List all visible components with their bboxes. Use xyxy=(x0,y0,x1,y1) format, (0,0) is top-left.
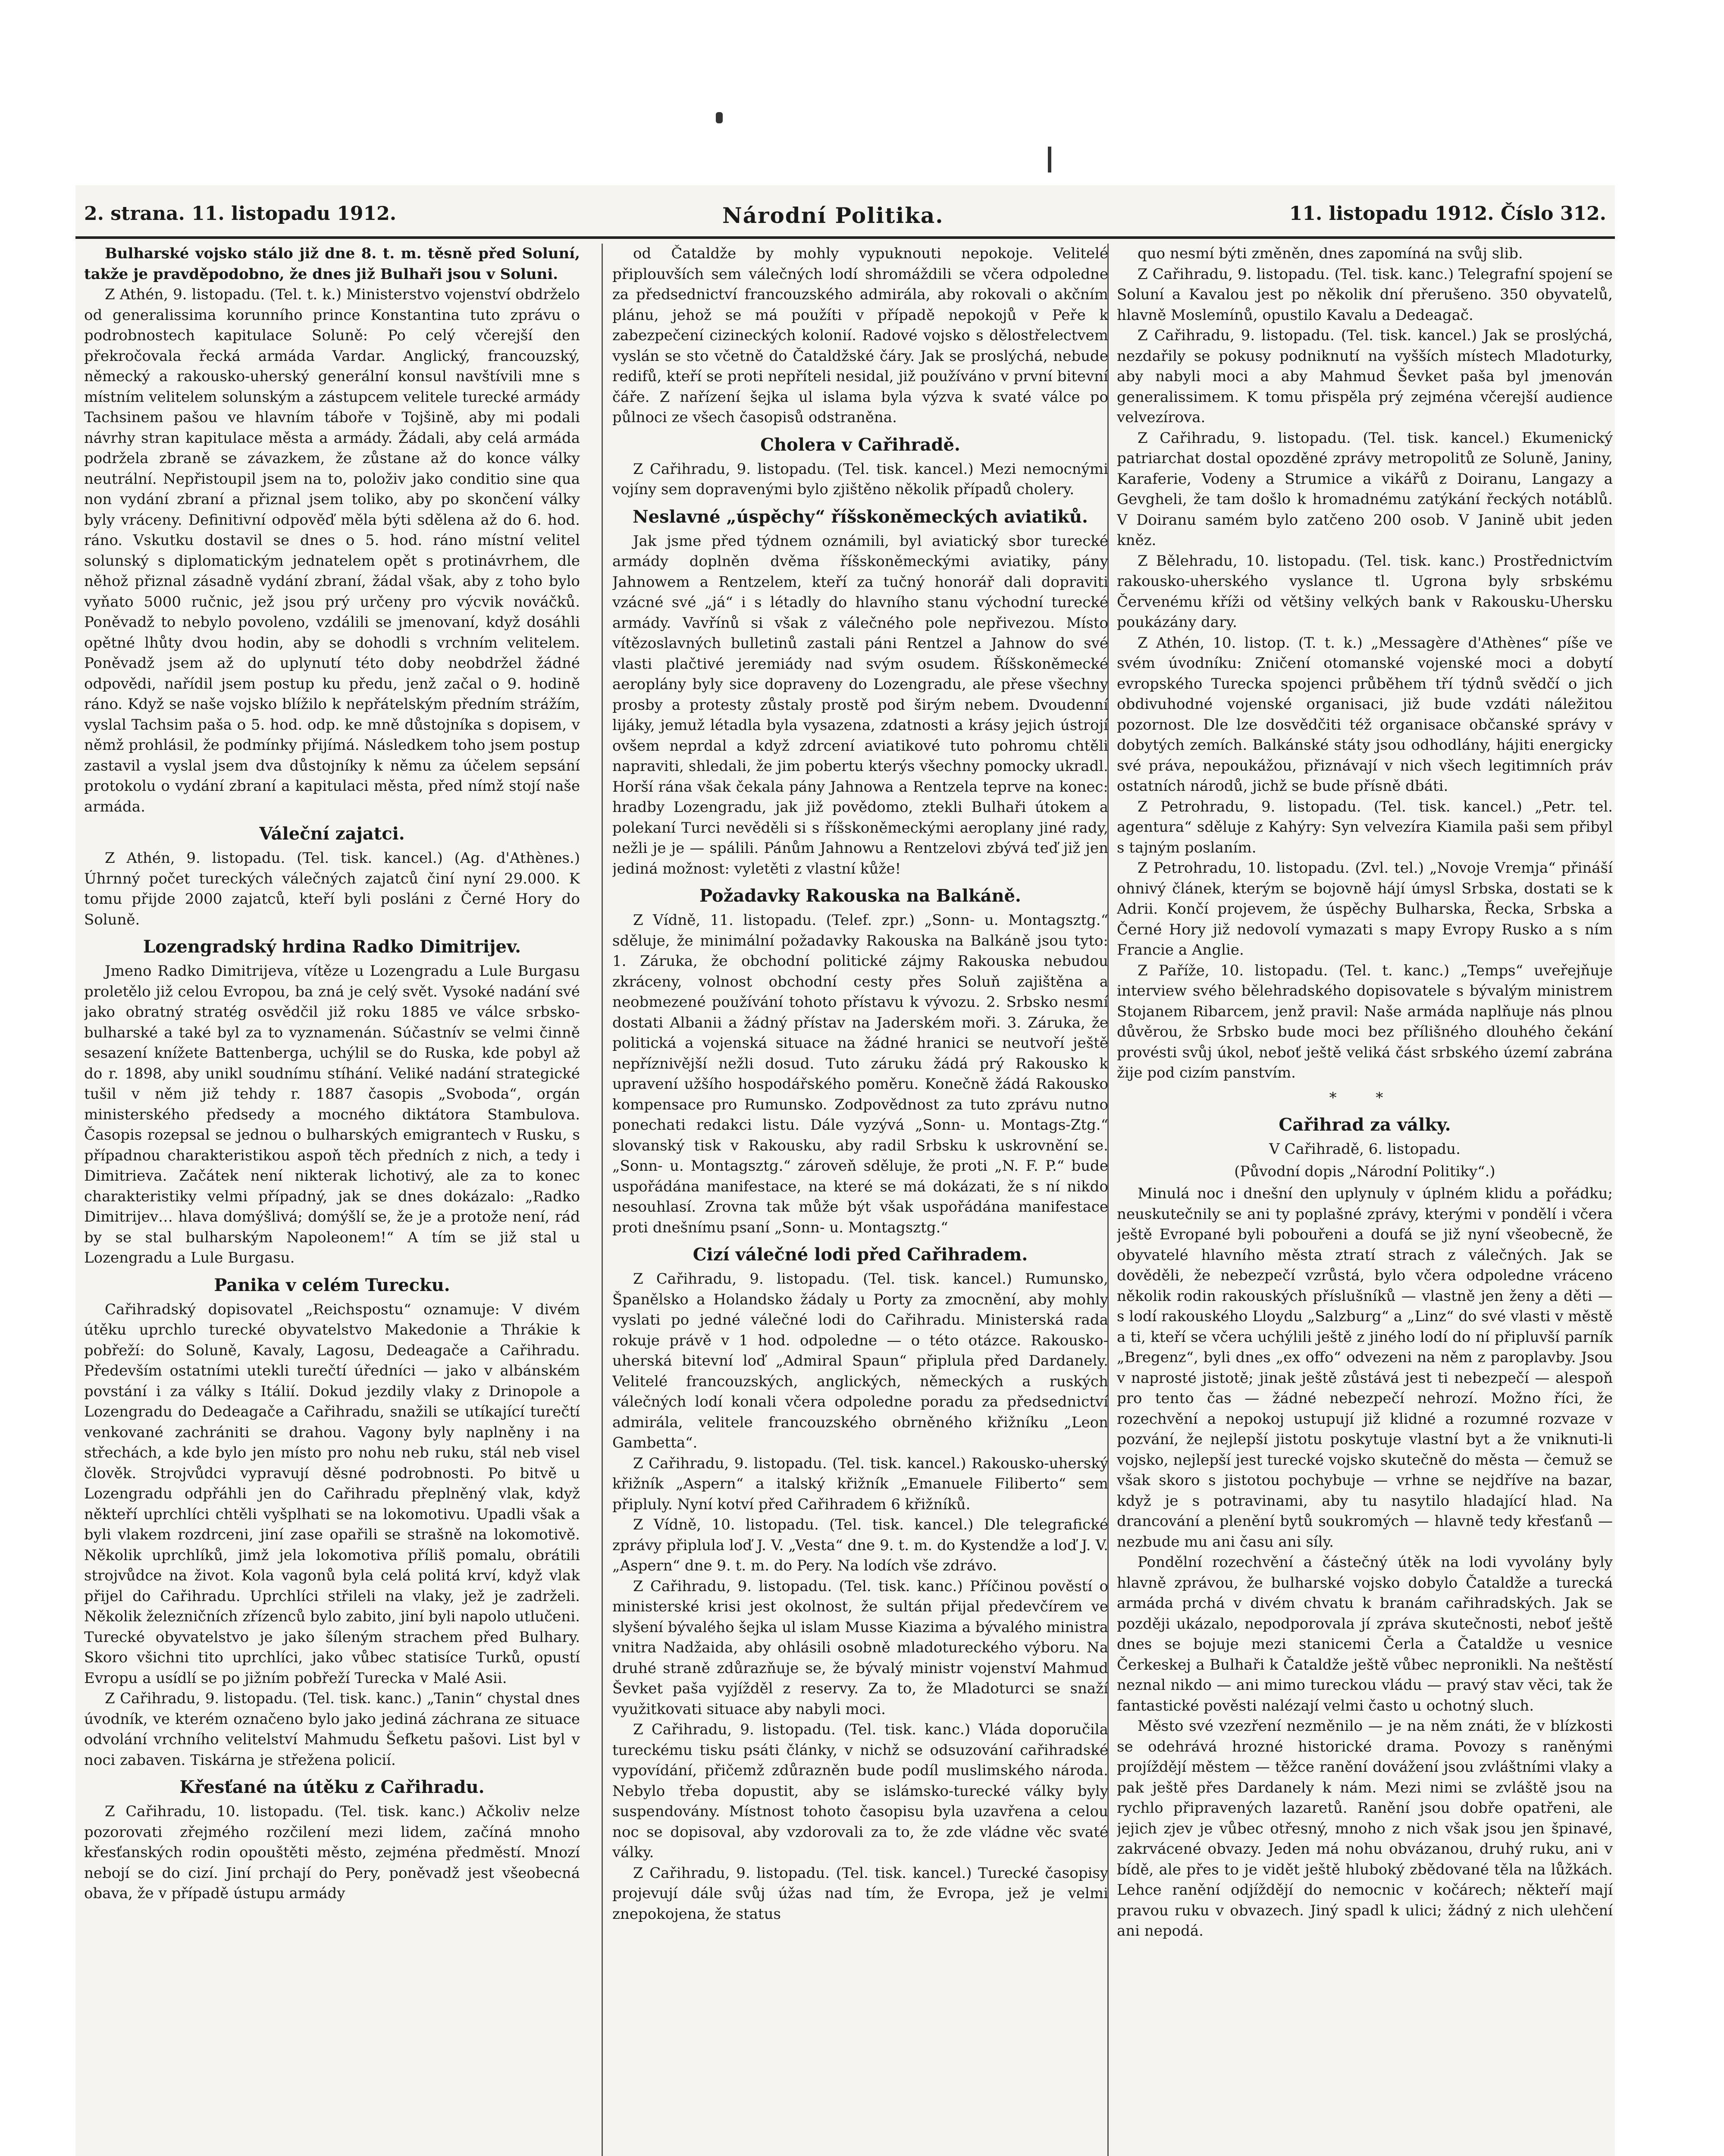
masthead-title: Národní Politika. xyxy=(722,203,944,228)
article-heading: Cholera v Cařihradě. xyxy=(760,434,960,455)
article-paragraph: Z Cařihradu, 9. listopadu. (Tel. tisk. kancel.) Ekumenický patriarchat dostal opozděné zprávy metropolitů ze Soluně, Janiny, Karaferie, Vodeny a Strumice a vikářů z Doiranu, Langazy a Gevgheli, že tam došlo k hromadnému zatýkání řeckých notáblů. V Doiranu samém bylo zatčeno 200 osob. V Janině ubit jeden kněz. xyxy=(1117,429,1613,549)
article-paragraph: Jak jsme před týdnem oznámili, byl aviatický sbor turecké armády doplněn dvěma říšskoněmeckými aviatiky, pány Jahnowem a Rentzelem, kteří za tučný honorář dali dopraviti vzácné své „já“ i s létadly do hlavního stanu východní turecké armády. Vavřínů si však z válečného pole nepřivezou. Místo vítězoslavných bulletinů zastali páni Rentzel a Jahnow do své vlasti plačtivé jeremiády nad svým osudem. Říšskoněmecké aeroplány byly sice dopraveny do Lozengradu, ale přese všechny prosby a protesty zůstaly prostě pod širým nebem. Dvoudenní lijáky, jemuž létadla byla vysazena, zdatnosti a krásy jejich ústrojí ovšem neprdal a když zdrcení aviatikové tuto pohromu chtěli napraviti, shledali, že jim pobertu kterýs všechny pomocky ukradl. Horší rána však čekala pány Jahnowa a Rentzela teprve na konec: hradby Lozengradu, jak již povědomo, ztekli Bulhaři útokem a polekaní Turci nevěděli si s říšskoněmeckými aeroplany jiné rady, nežli je je — spálili. Pánům Jahnowu a Rentzelovi zbývá teď již jen jediná možnost: vyletěti z vlastní kůže! xyxy=(612,532,1108,877)
article-paragraph: Minulá noc i dnešní den uplynuly v úplném klidu a pořádku; neuskutečnily se ani ty poplašné zprávy, kterými v pondělí i včera ještě Evropané byli pobouřeni a doufá se již nyní všeobecně, že obyvatelé hlavního města ztratí strach z válečných. Jak se dověděli, že nebezpečí vzrůstá, bylo včera odpoledne vráceno několik rodin rakouských příslušníků — vlastně jen ženy a děti — s lodí rakouského Lloydu „Salzburg“ a „Linz“ do své vlasti v městě a ti, kteří se včera uchýlili ještě z jiného lodí do ní připluvší parník „Bregenz“, byli dnes „ex offo“ odvezeni na něm z paroplavby. Jsou v naprosté jistotě; jinak ještě zůstává jest ti nebezpečí — alespoň pro tento čas — žádné nebezpečí nehrozí. Možno říci, že rozechvění a nepokoj ustupují již klidné a rozumné rozvaze v pozvání, že nejlepší jistotu poskytuje vlastní byt a že vniknuti-li vojsko, nejlepší jest turecké vojsko skutečně do města — čemuž se však skoro s jistotou pochybuje — vrhne se nejdříve na bazar, když je s potravinami, aby tu nasytilo hladající hlad. Na drancování a plenění bytů soukromých — hlavně tedy křesťanů — nezbude mu ani času ani síly. xyxy=(1117,1185,1613,1551)
article-paragraph: quo nesmí býti změněn, dnes zapomíná na svůj slib. xyxy=(1138,245,1523,262)
article-paragraph: Z Cařihradu, 10. listopadu. (Tel. tisk. kanc.) Ačkoliv nelze pozorovati zřejmého rozčilení mezi lidem, začíná mnoho křesťanských rodin opouštěti město, zejména předměstí. Mnozí nebojí se do cizí. Jiní prchají do Pery, poněvadž jest všeobecná obava, že v případě ústupu armády xyxy=(84,1803,580,1902)
article-heading: Váleční zajatci. xyxy=(259,824,405,844)
article-paragraph: Z Athén, 9. listopadu. (Tel. tisk. kancel.) (Ag. d'Athènes.) Úhrnný počet tureckých válečných zajatců činí nyní 29.000. K tomu přijde 2000 zajatců, kteří byli posláni z Černé Hory do Soluně. xyxy=(84,849,580,928)
article-paragraph: Z Cařihradu, 9. listopadu. (Tel. tisk. kancel.) Mezi nemocnými vojíny sem dopravenými bylo zjištěno několik případů cholery. xyxy=(612,460,1108,498)
masthead-right: 11. listopadu 1912. Číslo 312. xyxy=(1289,203,1606,225)
article-paragraph: Pondělní rozechvění a částečný útěk na lodi vyvolány byly hlavně zprávou, že bulharské vojsko dobylo Čataldže a turecká armáda prchá v divém chvatu k branám cařihradských. Jak se později ukázalo, nepodporovala jí zpráva skutečnosti, neboť ještě dnes se bojuje mezi stanicemi Čerla a Čataldže u vesnice Čerkeskej a Bulhaři k Čataldže ještě vůbec nepronikli. Na neštěstí neznal nikdo — ani mimo tureckou vládu — pravý stav věci, tak že fantastické pověsti nalézají velmi často u ochotný sluch. xyxy=(1117,1554,1613,1714)
article-dateline: V Cařihradě, 6. listopadu. xyxy=(1269,1141,1461,1158)
article-heading: Cařihrad za války. xyxy=(1279,1115,1451,1135)
article-paragraph: Z Athén, 9. listopadu. (Tel. t. k.) Ministerstvo vojenství obdrželo od generalissima korunního prince Konstantina tuto zprávu o podrobnostech kapitulace Soluně: Po celý včerejší den překročovala řecká armáda Vardar. Anglický, francouzský, německý a rakousko-uherský generální konsul navštívili mne s místním velitelem solunským a zástupcem velitele turecké armády Tachsinem pašou ve hlavním táboře v Tojšině, aby mi podali návrhy stran kapitulace města a armády. Žádali, aby celá armáda podržela zbraně se závazkem, že zůstane až do konce války neutrální. Nepřistoupil jsem na to, položiv jako conditio sine qua non vydání zbraní a přiznal jsem toliko, aby po skončení války byly vráceny. Definitivní odpověď měla býti sdělena až do 6. hod. ráno. Vskutku dostavil se dnes o 5. hod. ráno místní velitel solunský s diplomatickým jednatelem opět s protinávrhem, dle něhož přiznal zásadně vydání zbraní, žádal však, aby z toho bylo vyňato 5000 ručnic, jež jsou prý určeny pro výcvik nováčků. Poněvadž to nebylo povoleno, vzdálili se jmenovaní, když dosáhli opětné lhůty dvou hodin, aby se dohodli s vrchním velitelem. Poněvadž jsem až do uplynutí této doby neobdržel žádné odpovědi, nařídil jsem postup ku předu, jenž začal o 9. hodině ráno. Když se naše vojsko blížilo k nepřátelským předním strážím, vyslal Tachsim paša o 5. hod. odp. ke mně důstojníka s dopisem, v němž prohlásil, že podmínky přijímá. Následkem toho jsem postup zastavil a vyslal jsem dva důstojníky k němu za účelem sepsání protokolu o vydání zbraní a kapitulaci města, před nímž stojí naše armáda. xyxy=(84,286,580,815)
article-heading: Požadavky Rakouska na Balkáně. xyxy=(699,886,1021,906)
article-paragraph: Bulharské vojsko stálo již dne 8. t. m. těsně před Soluní, takže je pravděpodobno, že dnes již Bulhaři jsou v Soluni. xyxy=(84,245,580,283)
article-heading: Křesťané na útěku z Cařihradu. xyxy=(179,1777,485,1797)
article-paragraph: Z Paříže, 10. listopadu. (Tel. t. kanc.) „Temps“ uveřejňuje interview svého bělehradského dopisovatele s bývalým ministrem Stojanem Ribarcem, jenž pravil: Naše armáda naplňuje nás plnou důvěrou, že Srbsko bude moci bez přílišného dlouhého čekání provésti svůj úkol, neboť ještě veliká část srbského území zabrána žije pod cizím panstvím. xyxy=(1117,962,1613,1081)
article-byline: (Původní dopis „Národní Politiky“.) xyxy=(1234,1163,1495,1180)
article-paragraph: Z Cařihradu, 9. listopadu. (Tel. tisk. kanc.) „Tanin“ chystal dnes úvodník, ve kterém označeno bylo jako jediná záchrana ze situace odvolání vrchního velitelství Mahmudu Šefketu pašovi. List byl v noci zabaven. Tiskárna je střežena policií. xyxy=(84,1690,580,1769)
article-paragraph: Z Cařihradu, 9. listopadu. (Tel. tisk. kanc.) Vláda doporučila tureckému tisku psáti články, v nichž se odsuzování cařihradské vypovídání, přičemž zdůrazněn bude podíl muslimského národa. Nebylo třeba dopustit, aby se islámsko-turecké války byly suspendovány. Místnost tohoto časopisu byla uzavřena a celou noc se dopisoval, aby vzdorovali za to, že zde vládne věc svaté války. xyxy=(612,1721,1108,1861)
article-paragraph: Z Cařihradu, 9. listopadu. (Tel. tisk. kancel.) Jak se proslýchá, nezdařily se pokusy podniknutí na vyšších místech Mladoturky, aby nabyli moci a aby Mahmud Ševket paša byl jmenován generalissimem. K tomu přispěla prý zejména včerejší audience velvezírova. xyxy=(1117,327,1613,426)
article-heading: Lozengradský hrdina Radko Dimitrijev. xyxy=(143,937,521,957)
article-paragraph: Z Petrohradu, 9. listopadu. (Tel. tisk. kancel.) „Petr. tel. agentura“ sděluje z Kahýry: Syn velvezíra Kiamila paši sem přibyl s tajným poslaním. xyxy=(1117,798,1613,856)
article-paragraph: Z Vídně, 10. listopadu. (Tel. tisk. kancel.) Dle telegrafické zprávy připlula loď J. V. „Vesta“ dne 9. t. m. do Kystendže a loď J. V. „Aspern“ dne 9. t. m. do Pery. Na lodích vše zdrávo. xyxy=(612,1516,1108,1574)
article-paragraph: Z Cařihradu, 9. listopadu. (Tel. tisk. kanc.) Příčinou pověstí o ministerské krisi jest okolnost, že sultán přijal předevčírem ve slyšení bývalého šejka ul islam Musse Kiazima a bývalého ministra vnitra Nadžaida, aby ohlásili osobně mladotureckého výboru. Na druhé straně zdůrazňuje se, že bývalý ministr vojenství Mahmud Ševket paša vyjížděl z reservy. Za to, že Mladoturci se snaží využitkovati situace aby nabyli moci. xyxy=(612,1577,1108,1718)
article-paragraph: od Čataldže by mohly vypuknouti nepokoje. Velitelé připlouvších sem válečných lodí shromáždili se včera odpoledne za předsednictví francouzského admirála, aby rokovali o akčním plánu, jehož se má použíti v případě nepokojů v Peře k zabezpečení cizineckých kolonií. Radové vojsko s dělostřelectvem vyslán se sto včetně do Čataldžské čáry. Jak se proslýchá, nebude redifů, kteří se proti nepříteli nesidal, již používáno v první bitevní čáře. Z nařízení šejka ul islama byla výzva k svaté válce po půlnoci ze všech časopisů odstraněna. xyxy=(612,245,1108,426)
article-paragraph: Z Cařihradu, 9. listopadu. (Tel. tisk. kancel.) Rakousko-uherský křižník „Aspern“ a italský křižník „Emanuele Filiberto“ sem připluly. Nyní kotví před Cařihradem 6 křižníků. xyxy=(612,1454,1108,1513)
article-paragraph: Z Cařihradu, 9. listopadu. (Tel. tisk. kanc.) Telegrafní spojení se Soluní a Kavalou jest po několik dní přerušeno. 350 obyvatelů, hlavně Moslemínů, opustilo Kavalu a Dedeagač. xyxy=(1117,265,1613,324)
ink-spot xyxy=(716,112,723,123)
column-rule xyxy=(602,244,603,2156)
article-paragraph: Z Vídně, 11. listopadu. (Telef. zpr.) „Sonn- u. Montagsztg.“ sděluje, že minimální požadavky Rakouska na Balkáně jsou tyto: 1. Záruka, že obchodní politické zájmy Rakouska nebudou zkráceny, volnost obchodní cesty přes Soluň zajištěna a neobmezené používání tohoto přístavu k vývozu. 2. Srbsko nesmí dostati Albanii a žádný přístav na Jaderském moři. 3. Záruka, že politická a vojenská situace na žádné hranici se neutvoří ještě nepříznivější nežli dosud. Tuto záruku žádá prý Rakousko k upravení užšího hospodářského poměru. Konečně žádá Rakousko kompensace pro Rumunsko. Zodpovědnost za tuto zprávu nutno ponechati redakci listu. Dále vyzývá „Sonn- u. Montags-Ztg.“ slovanský tisk v Rakousku, aby radil Srbsku k uskrovnění se. „Sonn- u. Montagsztg.“ zároveň sděluje, že proti „N. F. P.“ bude uspořádána manifestace, na které se má dokázati, že s ní nikdo nesouhlasí. Zrovna tak může být však uspořádána manifestace proti dnešnímu psaní „Sonn- u. Montagsztg.“ xyxy=(612,912,1108,1236)
masthead xyxy=(75,203,1615,250)
section-divider: * * xyxy=(1329,1089,1401,1106)
article-heading: Neslavné „úspěchy“ říšskoněmeckých aviatiků. xyxy=(633,506,1088,527)
article-paragraph: Z Petrohradu, 10. listopadu. (Zvl. tel.) „Novoje Vremja“ přináší ohnivý článek, kterým se bojovně hájí úmysl Srbska, dostati se k Adrii. Končí projevem, že úspěchy Bulharska, Řecka, Srbska a Černé Hory již nedovolí vymazati s mapy Evropy Rusko a s ním Francie a Anglie. xyxy=(1117,859,1613,959)
article-heading: Cizí válečné lodi před Cařihradem. xyxy=(693,1244,1028,1265)
article-paragraph: Z Athén, 10. listop. (T. t. k.) „Messagère d'Athènes“ píše ve svém úvodníku: Zničení otomanské vojenské moci a dobytí evropského Turecka spojenci průběhem tří týdnů svědčí o jich obdivuhodné vojenské organisaci, již bude vzdáti náležitou pozornost. Dle lze dosvědčiti též organisace občanské správy v dobytých zemích. Balkánské státy jsou odhodlány, hájiti energicky své práva, nepoukážou, přiznávají v nich všech legitimních práv ostatních národů, jichž se bude přísně dbáti. xyxy=(1117,634,1613,795)
article-paragraph: Cařihradský dopisovatel „Reichspostu“ oznamuje: V divém útěku uprchlo turecké obyvatelstvo Makedonie a Thrákie k pobřeží: do Soluně, Kavaly, Lagosu, Dedeagače a Cařihradu. Především ostatními utekli turečtí úředníci — jako v albánském povstání i za války s Itálií. Dokud jezdily vlaky z Drinopole a Lozengradu do Dedeagače a Cařihradu, snažili se utíkající turečtí venkované zachrániti se drahou. Vagony byly naplněny i na střechách, a kde bylo jen místo pro nohu neb ruku, stál neb visel člověk. Strojvůdci vypravují děsné podrobnosti. Po bitvě u Lozengradu odpřáhli jen do Cařihradu přeplněný vlak, když někteří uprchlíci chtěli vyšplhati se na lokomotivu. Upadli však a byli vlakem rozdrceni, jiní zase opařili se strašně na lokomotivě. Několik uprchlíků, jimž jela lokomotiva příliš pomalu, obrátili strojvůdce na život. Kola vagonů byla celá politá krví, když vlak přijel do Cařihradu. Uprchlíci střileli na vlaky, jež je zadrželi. Několik železničních zřízenců bylo zabito, jiní byli napolo utlučeni. Turecké obyvatelstvo je jako šíleným strachem před Bulhary. Skoro všichni tito uprchlíci, jako vůbec statisíce Turků, opustí Evropu a usídlí se po jižním pobřeží Turecka v Malé Asii. xyxy=(84,1300,580,1687)
column-3 xyxy=(1117,244,1613,2156)
article-paragraph: Jmeno Radko Dimitrijeva, vítěze u Lozengradu a Lule Burgasu proletělo již celou Evropou, ba zná je celý svět. Vysoké nadání své jako obratný stratég osvědčil již roku 1885 ve válce srbsko-bulharské a také byl za to vyznamenán. Súčastnív se velmi činně sesazení knížete Battenberga, uchýlil se do Ruska, kde pobyl až do r. 1898, aby unikl soudnímu stíhání. Veliké nadání strategické tušil v něm již tehdy r. 1887 časopis „Svoboda“, orgán ministerského předsedy a mocného diktátora Stambulova. Časopis rozepsal se jednou o bulharských emigrantech v Rusku, s případnou charakteristikou aspoň těch předních z nich, a tedy i Dimitrieva. Začátek není nikterak lichotivý, ale za to konec charakteristiky velmi případný, jak se dnes dokázalo: „Radko Dimitrijev… hlava domýšlivá; domýšlí se, že je a protože není, rád by se stal bulharským Napoleonem!“ A tím se již stal u Lozengradu a Lule Burgasu. xyxy=(84,962,580,1266)
article-heading: Panika v celém Turecku. xyxy=(214,1275,450,1295)
ink-stroke xyxy=(1048,147,1051,172)
column-2 xyxy=(612,244,1108,2156)
article-paragraph: Z Cařihradu, 9. listopadu. (Tel. tisk. kancel.) Rumunsko, Španělsko a Holandsko žádaly u Porty za zmocnění, aby mohly vyslati po jedné válečné lodi do Cařihradu. Ministerská rada rokuje právě v 1 hod. odpoledne — o této otázce. Rakousko-uherská bitevní loď „Admiral Spaun“ připlula před Dardanely. Velitelé francouzských, anglických, německých a ruských válečných lodí konali včera odpoledne poradu za předsednictví admirála, velitele francouzského obrněného křižníku „Leon Gambetta“. xyxy=(612,1270,1108,1451)
column-1 xyxy=(84,244,580,2156)
article-paragraph: Město své vzezření nezměnilo — je na něm znáti, že v blízkosti se odehrává hrozné historické drama. Povozy s raněnými projíždějí městem — těžce ranění dovážení jsou zvláštními vlaky a pak ještě přes Dardanely k nám. Mezi nimi se zvláště jsou na rychlo připravených lazaretů. Ranění jsou dobře opatřeni, ale jejich zjev je vůbec otřesný, mnoho z nich však jsou jen špinavé, zakrvácené obvazy. Jeden má nohu obvázanou, druhý ruku, ani v bídě, ale přes to je vidět ještě hluboký zbědované těla na lůžkách. Lehce ranění odjíždějí do nemocnic v kočárech; někteří mají pravou ruku v obvazech. Jiný spadl k ulici; žádný z nich ulehčení ani nepodá. xyxy=(1117,1717,1613,1940)
masthead-rule xyxy=(75,236,1615,239)
masthead-left: 2. strana. 11. listopadu 1912. xyxy=(84,203,397,225)
article-paragraph: Z Cařihradu, 9. listopadu. (Tel. tisk. kancel.) Turecké časopisy projevují dále svůj úžas nad tím, že Evropa, jež je velmi znepokojena, že status xyxy=(612,1864,1108,1923)
article-paragraph: Z Bělehradu, 10. listopadu. (Tel. tisk. kanc.) Prostřednictvím rakousko-uherského vyslance tl. Ugrona byly srbskému Červenému kříži od většiny velkých bank v Rakousku-Uhersku poukázány dary. xyxy=(1117,552,1613,631)
